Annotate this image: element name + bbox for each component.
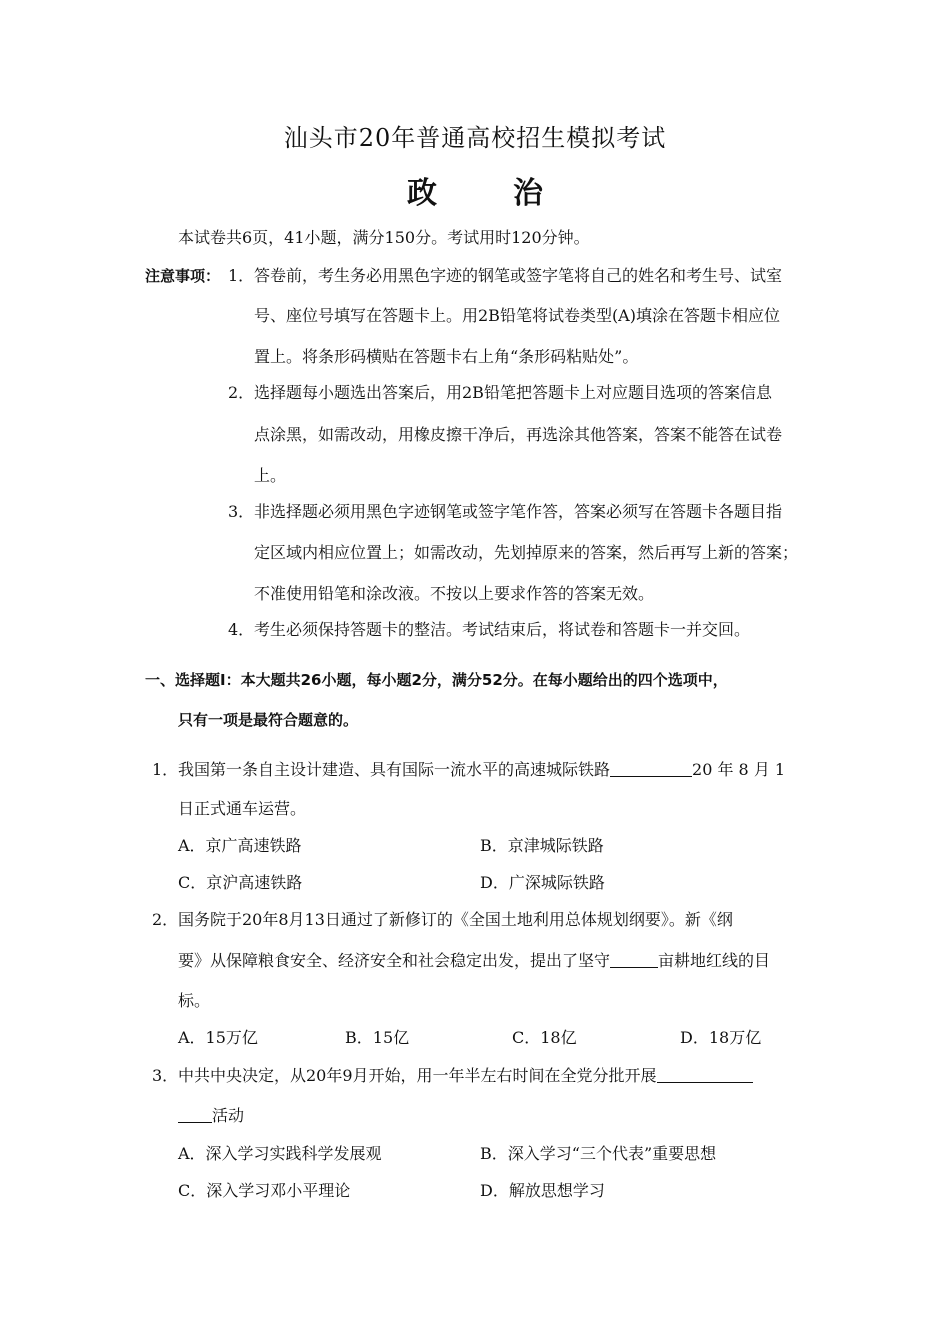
note-3-line-1: 非选择题必须用黑色字迹钢笔或签字笔作答，答案必须写在答题卡各题目指 — [254, 502, 783, 521]
question-1-option-c[interactable]: C．京沪高速铁路 — [178, 873, 303, 892]
question-2-option-a[interactable]: A．15万亿 — [178, 1028, 258, 1047]
question-3-text-b: 活动 — [212, 1106, 245, 1125]
note-4-num: 4． — [228, 620, 255, 639]
question-3-text-a: 中共中央决定，从20年9月开始，用一年半左右时间在全党分批开展 — [178, 1066, 657, 1085]
question-3-option-d[interactable]: D．解放思想学习 — [480, 1181, 605, 1200]
question-2-option-c[interactable]: C．18亿 — [512, 1028, 577, 1047]
question-2-line-3: 标。 — [178, 991, 211, 1010]
intro-text: 本试卷共6页，41小题，满分150分。考试用时120分钟。 — [178, 228, 590, 247]
question-1-option-b[interactable]: B．京津城际铁路 — [480, 836, 604, 855]
note-3-line-3: 不准使用铅笔和涂改液。不按以上要求作答的答案无效。 — [254, 584, 655, 603]
section-heading-line-1: 一、选择题Ⅰ：本大题共26小题，每小题2分，满分52分。在每小题给出的四个选项中， — [145, 671, 728, 689]
subject-title — [0, 168, 950, 212]
question-1-line-1 — [178, 760, 785, 780]
question-1-line-2: 日正式通车运营。 — [178, 799, 307, 818]
exam-title: 汕头市20年普通高校招生模拟考试 — [283, 124, 667, 152]
question-3-line-2 — [178, 1106, 244, 1126]
question-2-num: 2． — [152, 910, 179, 929]
question-1-answer-blank[interactable] — [610, 760, 692, 777]
question-2-text-b: 亩耕地红线的目 — [658, 951, 771, 970]
note-2-line-1: 选择题每小题选出答案后，用2B铅笔把答题卡上对应题目选项的答案信息 — [254, 383, 772, 402]
subject-char-2: 治 — [513, 176, 543, 211]
note-1-line-3: 置上。将条形码横贴在答题卡右上角“条形码粘贴处”。 — [254, 347, 639, 366]
note-2-line-3: 上。 — [254, 466, 287, 485]
question-3-answer-blank-1[interactable] — [657, 1066, 753, 1083]
question-2-text-a: 要》从保障粮食安全、经济安全和社会稳定出发，提出了坚守 — [178, 951, 611, 970]
question-2-line-1: 国务院于20年8月13日通过了新修订的《全国土地利用总体规划纲要》。新《纲 — [178, 910, 733, 929]
note-4-line-1: 考生必须保持答题卡的整洁。考试结束后，将试卷和答题卡一并交回。 — [254, 620, 751, 639]
note-2-line-2: 点涂黑，如需改动，用橡皮擦干净后，再选涂其他答案，答案不能答在试卷 — [254, 425, 783, 444]
question-1-num: 1． — [152, 760, 179, 779]
note-1-num: 1． — [228, 266, 255, 285]
question-1-text-a: 我国第一条自主设计建造、具有国际一流水平的高速城际铁路 — [178, 760, 611, 779]
question-2-option-b[interactable]: B．15亿 — [345, 1028, 410, 1047]
question-1-option-d[interactable]: D．广深城际铁路 — [480, 873, 605, 892]
section-heading-line-2: 只有一项是最符合题意的。 — [178, 711, 359, 729]
question-2-option-d[interactable]: D．18万亿 — [680, 1028, 762, 1047]
note-2-num: 2． — [228, 383, 255, 402]
question-3-option-b[interactable]: B．深入学习“三个代表”重要思想 — [480, 1144, 717, 1163]
notes-label: 注意事项： — [145, 267, 221, 285]
note-3-line-2: 定区域内相应位置上；如需改动，先划掉原来的答案，然后再写上新的答案； — [254, 543, 799, 562]
question-3-answer-blank-2[interactable] — [178, 1106, 212, 1123]
question-3-option-c[interactable]: C．深入学习邓小平理论 — [178, 1181, 351, 1200]
subject-char-1: 政 — [407, 176, 437, 211]
question-2-line-2 — [178, 951, 770, 971]
question-3-num: 3． — [152, 1066, 179, 1085]
question-3-option-a[interactable]: A．深入学习实践科学发展观 — [178, 1144, 382, 1163]
question-1-text-b: 20 年 8 月 1 — [692, 760, 786, 779]
question-3-line-1 — [178, 1066, 753, 1086]
question-2-answer-blank[interactable] — [610, 951, 658, 968]
note-1-line-1: 答卷前，考生务必用黑色字迹的钢笔或签字笔将自己的姓名和考生号、试室 — [254, 266, 783, 285]
question-1-option-a[interactable]: A．京广高速铁路 — [178, 836, 302, 855]
note-1-line-2: 号、座位号填写在答题卡上。用2B铅笔将试卷类型(A)填涂在答题卡相应位 — [254, 306, 780, 325]
note-3-num: 3． — [228, 502, 255, 521]
